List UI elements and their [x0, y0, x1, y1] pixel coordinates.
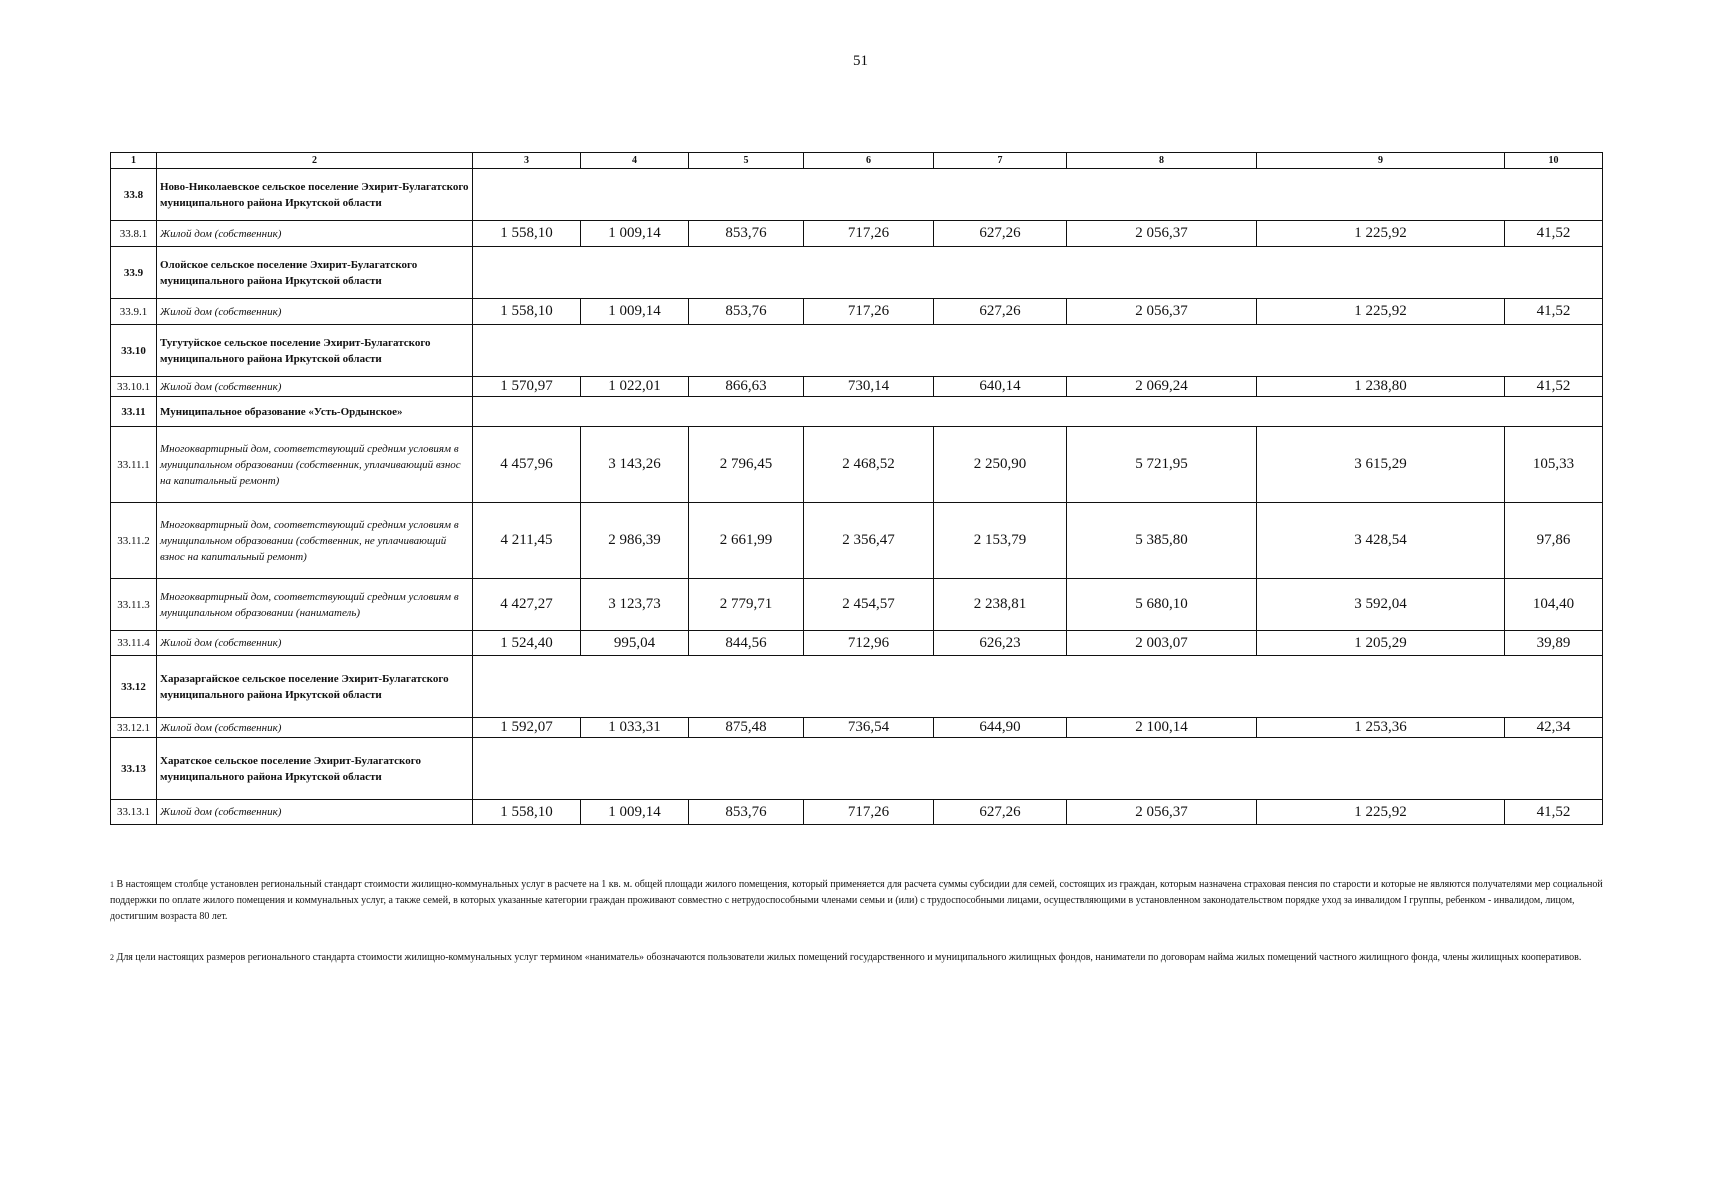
value-cell: 2 153,79: [934, 503, 1067, 579]
value-cell: 2 238,81: [934, 579, 1067, 631]
value-cell: 995,04: [581, 631, 689, 656]
value-cell: 2 779,71: [689, 579, 804, 631]
item-row: [111, 503, 1603, 579]
value-cell: 2 056,37: [1067, 800, 1257, 825]
value-cell: 4 457,96: [473, 427, 581, 503]
item-name: Жилой дом (собственник): [157, 377, 473, 397]
footnote-text: В настоящем столбце установлен региональный стандарт стоимости жилищно-коммунальных услуг в расчете на 1 кв. м. общей площади жилого помещения, который применяется для расчета суммы субсидии для семей, состоящих из граждан, которым назначена страховая пенсия по старости и которые не являются получателями мер социальной поддержки по оплате жилого помещения и коммунальных услуг, а также семей, в которых указанные категории граждан проживают совместно с нетрудоспособными членами семьи и (или) с трудоспособными лицами, осуществляющими в установленном законодательством порядке уход за инвалидом I группы, ребенком - инвалидом, лицом, достигшим возраста 80 лет.: [110, 879, 1603, 922]
item-row: [111, 800, 1603, 825]
value-cell: 2 468,52: [804, 427, 934, 503]
section-name: Харазаргайское сельское поселение Эхирит-Булагатского муниципального района Иркутской области: [157, 656, 473, 718]
footnote-mark: 1: [110, 880, 114, 889]
value-cell: 1 225,92: [1257, 299, 1505, 325]
section-blank: [473, 247, 1603, 299]
column-header: 1: [111, 153, 157, 169]
item-number: 33.11.3: [111, 579, 157, 631]
section-row: [111, 247, 1603, 299]
value-cell: 39,89: [1505, 631, 1603, 656]
item-row: [111, 299, 1603, 325]
value-cell: 730,14: [804, 377, 934, 397]
value-cell: 627,26: [934, 221, 1067, 247]
value-cell: 1 570,97: [473, 377, 581, 397]
item-name: Жилой дом (собственник): [157, 718, 473, 738]
value-cell: 2 454,57: [804, 579, 934, 631]
value-cell: 5 385,80: [1067, 503, 1257, 579]
value-cell: 4 427,27: [473, 579, 581, 631]
value-cell: 627,26: [934, 800, 1067, 825]
section-number: 33.12: [111, 656, 157, 718]
value-cell: 1 009,14: [581, 299, 689, 325]
column-header: 7: [934, 153, 1067, 169]
item-name: Жилой дом (собственник): [157, 800, 473, 825]
item-name: Многоквартирный дом, соответствующий средним условиям в муниципальном образовании (наниматель): [157, 579, 473, 631]
section-row: [111, 738, 1603, 800]
section-row: [111, 169, 1603, 221]
value-cell: 4 211,45: [473, 503, 581, 579]
item-number: 33.10.1: [111, 377, 157, 397]
item-row: [111, 718, 1603, 738]
value-cell: 1 009,14: [581, 800, 689, 825]
item-name: Жилой дом (собственник): [157, 631, 473, 656]
value-cell: 2 986,39: [581, 503, 689, 579]
value-cell: 105,33: [1505, 427, 1603, 503]
value-cell: 1 009,14: [581, 221, 689, 247]
item-row: [111, 377, 1603, 397]
value-cell: 42,34: [1505, 718, 1603, 738]
value-cell: 3 592,04: [1257, 579, 1505, 631]
value-cell: 844,56: [689, 631, 804, 656]
section-number: 33.13: [111, 738, 157, 800]
value-cell: 5 680,10: [1067, 579, 1257, 631]
value-cell: 3 123,73: [581, 579, 689, 631]
item-number: 33.8.1: [111, 221, 157, 247]
value-cell: 1 225,92: [1257, 221, 1505, 247]
item-number: 33.12.1: [111, 718, 157, 738]
value-cell: 1 524,40: [473, 631, 581, 656]
value-cell: 1 225,92: [1257, 800, 1505, 825]
footnote-2: [110, 950, 1604, 966]
value-cell: 41,52: [1505, 800, 1603, 825]
value-cell: 736,54: [804, 718, 934, 738]
section-blank: [473, 169, 1603, 221]
value-cell: 97,86: [1505, 503, 1603, 579]
column-header: 2: [157, 153, 473, 169]
value-cell: 2 356,47: [804, 503, 934, 579]
item-name: Жилой дом (собственник): [157, 299, 473, 325]
section-name: Муниципальное образование «Усть-Ордынское»: [157, 397, 473, 427]
footnote-1: [110, 877, 1604, 925]
value-cell: 1 238,80: [1257, 377, 1505, 397]
item-name: Многоквартирный дом, соответствующий средним условиям в муниципальном образовании (собственник, уплачивающий взнос на капитальный ремонт): [157, 427, 473, 503]
item-row: [111, 221, 1603, 247]
subsidy-standards-table: [110, 152, 1603, 825]
footnote-mark: 2: [110, 953, 114, 962]
value-cell: 3 143,26: [581, 427, 689, 503]
section-name: Ново-Николаевское сельское поселение Эхирит-Булагатского муниципального района Иркутской области: [157, 169, 473, 221]
value-cell: 2 069,24: [1067, 377, 1257, 397]
section-blank: [473, 397, 1603, 427]
column-header: 8: [1067, 153, 1257, 169]
section-number: 33.9: [111, 247, 157, 299]
item-name: Жилой дом (собственник): [157, 221, 473, 247]
item-row: [111, 579, 1603, 631]
value-cell: 627,26: [934, 299, 1067, 325]
value-cell: 644,90: [934, 718, 1067, 738]
value-cell: 2 056,37: [1067, 299, 1257, 325]
value-cell: 626,23: [934, 631, 1067, 656]
value-cell: 1 205,29: [1257, 631, 1505, 656]
value-cell: 2 003,07: [1067, 631, 1257, 656]
value-cell: 640,14: [934, 377, 1067, 397]
item-row: [111, 631, 1603, 656]
section-number: 33.11: [111, 397, 157, 427]
section-name: Олойское сельское поселение Эхирит-Булагатского муниципального района Иркутской области: [157, 247, 473, 299]
section-name: Тугутуйское сельское поселение Эхирит-Булагатского муниципального района Иркутской области: [157, 325, 473, 377]
column-header: 6: [804, 153, 934, 169]
section-row: [111, 656, 1603, 718]
value-cell: 41,52: [1505, 221, 1603, 247]
section-number: 33.10: [111, 325, 157, 377]
column-header: 4: [581, 153, 689, 169]
value-cell: 1 253,36: [1257, 718, 1505, 738]
footnote-text: Для цели настоящих размеров регионального стандарта стоимости жилищно-коммунальных услуг термином «наниматель» обозначаются пользователи жилых помещений государственного и муниципального жилищных фондов, наниматели по договорам найма жилых помещений частного жилищного фонда, члены жилищных кооперативов.: [116, 952, 1582, 963]
section-number: 33.8: [111, 169, 157, 221]
item-number: 33.11.2: [111, 503, 157, 579]
section-row: [111, 397, 1603, 427]
page-number: 51: [853, 53, 868, 69]
section-blank: [473, 656, 1603, 718]
value-cell: 1 033,31: [581, 718, 689, 738]
value-cell: 853,76: [689, 800, 804, 825]
value-cell: 866,63: [689, 377, 804, 397]
section-blank: [473, 325, 1603, 377]
table-body: [111, 153, 1603, 825]
value-cell: 5 721,95: [1067, 427, 1257, 503]
value-cell: 3 428,54: [1257, 503, 1505, 579]
value-cell: 2 661,99: [689, 503, 804, 579]
value-cell: 853,76: [689, 221, 804, 247]
value-cell: 717,26: [804, 800, 934, 825]
section-blank: [473, 738, 1603, 800]
column-number-row: [111, 153, 1603, 169]
value-cell: 853,76: [689, 299, 804, 325]
value-cell: 2 796,45: [689, 427, 804, 503]
value-cell: 3 615,29: [1257, 427, 1505, 503]
value-cell: 2 056,37: [1067, 221, 1257, 247]
item-number: 33.9.1: [111, 299, 157, 325]
item-number: 33.11.1: [111, 427, 157, 503]
value-cell: 41,52: [1505, 299, 1603, 325]
section-row: [111, 325, 1603, 377]
column-header: 9: [1257, 153, 1505, 169]
value-cell: 875,48: [689, 718, 804, 738]
value-cell: 1 558,10: [473, 221, 581, 247]
value-cell: 717,26: [804, 299, 934, 325]
value-cell: 1 022,01: [581, 377, 689, 397]
value-cell: 1 558,10: [473, 299, 581, 325]
column-header: 10: [1505, 153, 1603, 169]
value-cell: 41,52: [1505, 377, 1603, 397]
value-cell: 717,26: [804, 221, 934, 247]
value-cell: 2 250,90: [934, 427, 1067, 503]
item-row: [111, 427, 1603, 503]
item-number: 33.13.1: [111, 800, 157, 825]
item-name: Многоквартирный дом, соответствующий средним условиям в муниципальном образовании (собственник, не уплачивающий взнос на капитальный ремонт): [157, 503, 473, 579]
value-cell: 2 100,14: [1067, 718, 1257, 738]
column-header: 3: [473, 153, 581, 169]
item-number: 33.11.4: [111, 631, 157, 656]
section-name: Харатское сельское поселение Эхирит-Булагатского муниципального района Иркутской области: [157, 738, 473, 800]
column-header: 5: [689, 153, 804, 169]
value-cell: 712,96: [804, 631, 934, 656]
value-cell: 1 558,10: [473, 800, 581, 825]
value-cell: 1 592,07: [473, 718, 581, 738]
value-cell: 104,40: [1505, 579, 1603, 631]
